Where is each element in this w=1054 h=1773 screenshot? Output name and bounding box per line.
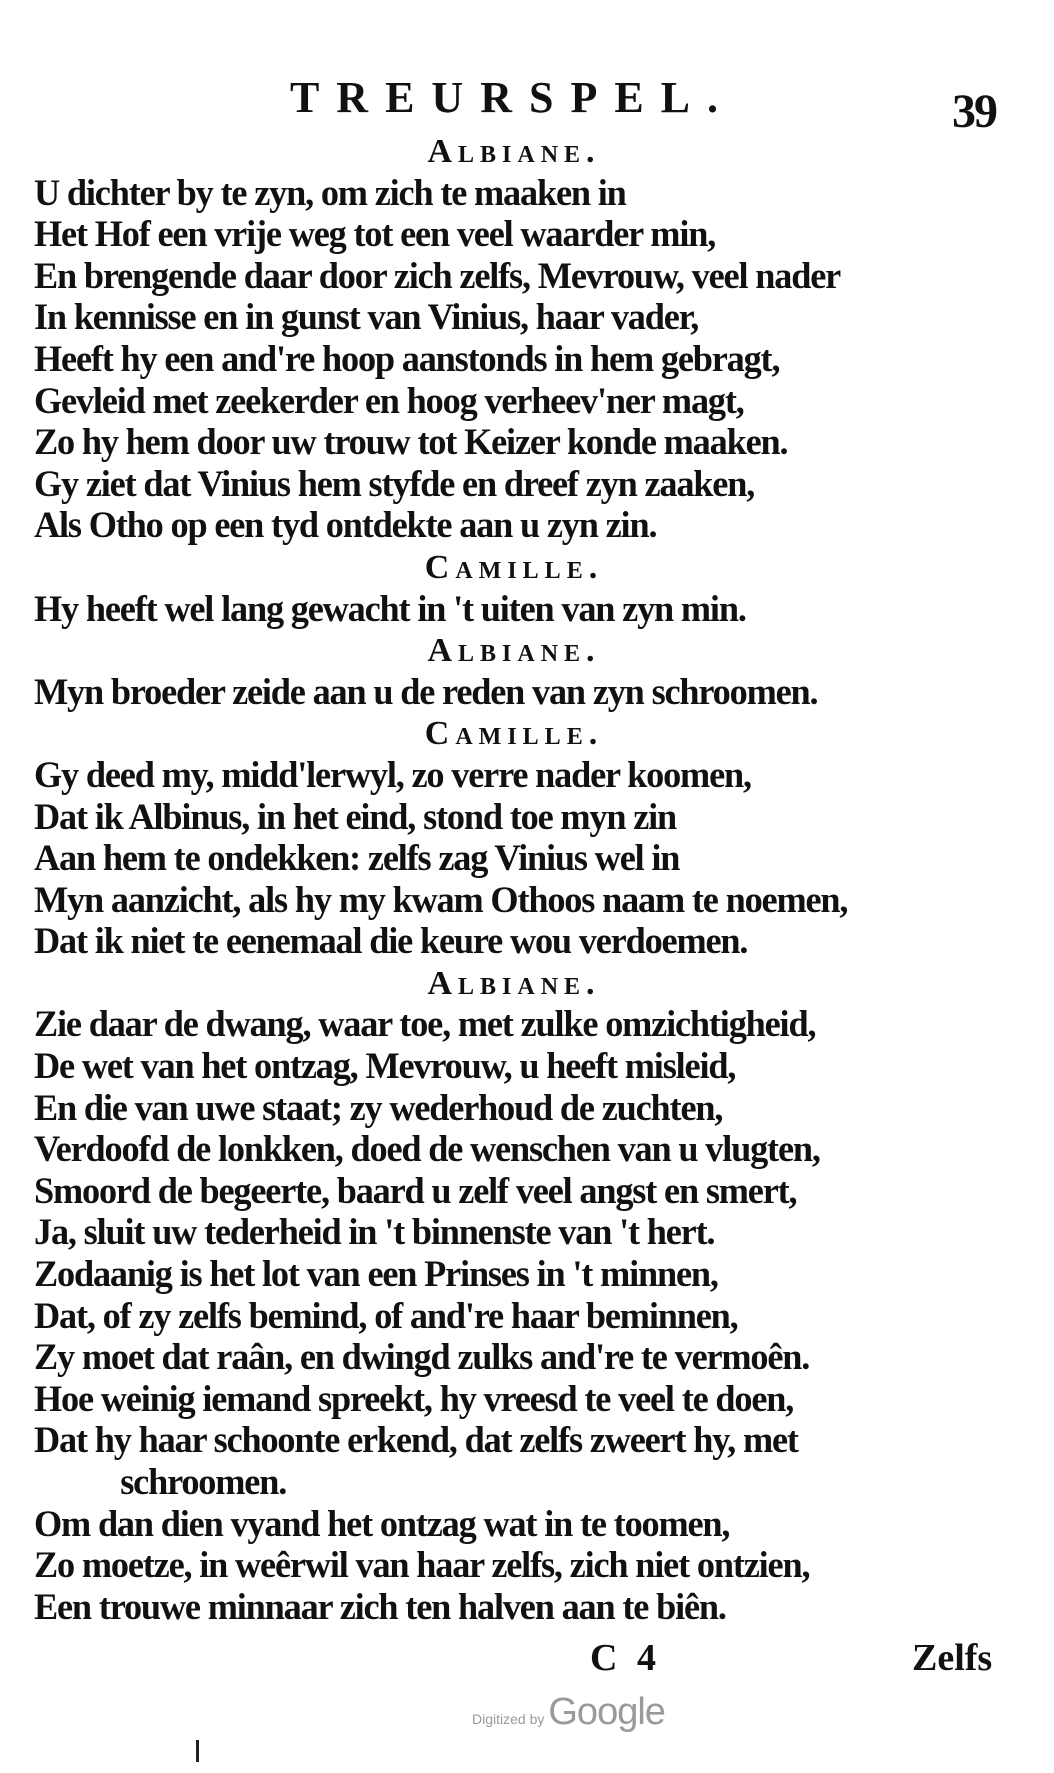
verse-line: Hoe weinig iemand spreekt, hy vreesd te veel te doen, <box>34 1378 794 1420</box>
verse-line: Dat hy haar schoonte erkend, dat zelfs zweert hy, met <box>34 1420 798 1462</box>
verse-line: Het Hof een vrije weg tot een veel waarder min, <box>34 214 716 256</box>
verse-line: Myn broeder zeide aan u de reden van zyn schroomen. <box>34 671 818 713</box>
signature-mark: C 4 <box>590 1637 656 1679</box>
verse-line: In kennisse en in gunst van Vinius, haar vader, <box>34 297 699 339</box>
verse-line: schroomen. <box>120 1462 287 1503</box>
verse-line: Gy ziet dat Vinius hem styfde en dreef zyn zaaken, <box>34 463 755 505</box>
verse-line: Ja, sluit uw tederheid in 't binnenste van 't hert. <box>34 1212 715 1254</box>
verse-line: Zo moetze, in weêrwil van haar zelfs, zich niet ontzien, <box>34 1545 810 1587</box>
verse-line: Dat, of zy zelfs bemind, of and're haar beminnen, <box>34 1295 738 1337</box>
verse-line: Zodaanig is het lot van een Prinses in 't minnen, <box>34 1254 718 1296</box>
speaker-name: Albiane. <box>427 964 601 1002</box>
watermark-prefix: Digitized by <box>472 1711 545 1727</box>
verse-line: Zy moet dat raân, en dwingd zulks and're te vermoên. <box>34 1337 810 1379</box>
verse-line: Een trouwe minnaar zich ten halven aan te biên. <box>34 1586 726 1628</box>
verse-line: Hy heeft wel lang gewacht in 't uiten van zyn min. <box>34 588 746 630</box>
speaker-name: Camille. <box>424 548 604 586</box>
verse-line: Gevleid met zeekerder en hoog verheev'ner magt, <box>34 380 744 422</box>
verse-line: En die van uwe staat; zy wederhoud de zuchten, <box>34 1087 723 1129</box>
verse-line: U dichter by te zyn, om zich te maaken in <box>34 172 626 214</box>
verse-line: Heeft hy een and're hoop aanstonds in hem gebragt, <box>34 338 780 380</box>
verse-line: Om dan dien vyand het ontzag wat in te toomen, <box>34 1503 730 1545</box>
speaker-name: Camille. <box>424 715 604 753</box>
verse-line: Verdoofd de lonkken, doed de wenschen van u vlugten, <box>34 1129 820 1171</box>
verse-line: Zo hy hem door uw trouw tot Keizer konde maaken. <box>34 422 788 464</box>
verse-line: En brengende daar door zich zelfs, Mevrouw, veel nader <box>34 255 841 297</box>
verse-line: Smoord de begeerte, baard u zelf veel angst en smert, <box>34 1170 797 1212</box>
watermark-logo: Google <box>548 1691 665 1733</box>
verse-line: Gy deed my, midd'lerwyl, zo verre nader koomen, <box>34 754 751 796</box>
play-text <box>34 131 1034 1628</box>
verse-line: Dat ik Albinus, in het eind, stond toe myn zin <box>34 796 677 838</box>
speaker-name: Albiane. <box>427 133 601 170</box>
running-head-title: TREURSPEL. <box>289 73 736 122</box>
verse-line: Aan hem te ondekken: zelfs zag Vinius wel in <box>34 838 680 880</box>
page-number: 39 <box>952 85 996 138</box>
speaker-name: Albiane. <box>427 632 601 670</box>
digitization-watermark <box>472 1690 665 1742</box>
catchword: Zelfs <box>912 1637 993 1679</box>
verse-line: Als Otho op een tyd ontdekte aan u zyn zin. <box>34 505 657 547</box>
verse-line: Zie daar de dwang, waar toe, met zulke omzichtigheid, <box>34 1004 816 1046</box>
verse-line: Dat ik niet te eenemaal die keure wou verdoemen. <box>34 921 748 963</box>
margin-mark <box>196 1740 199 1762</box>
verse-line: Myn aanzicht, als hy my kwam Othoos naam te noemen, <box>34 879 848 921</box>
verse-line: De wet van het ontzag, Mevrouw, u heeft misleid, <box>34 1046 736 1088</box>
